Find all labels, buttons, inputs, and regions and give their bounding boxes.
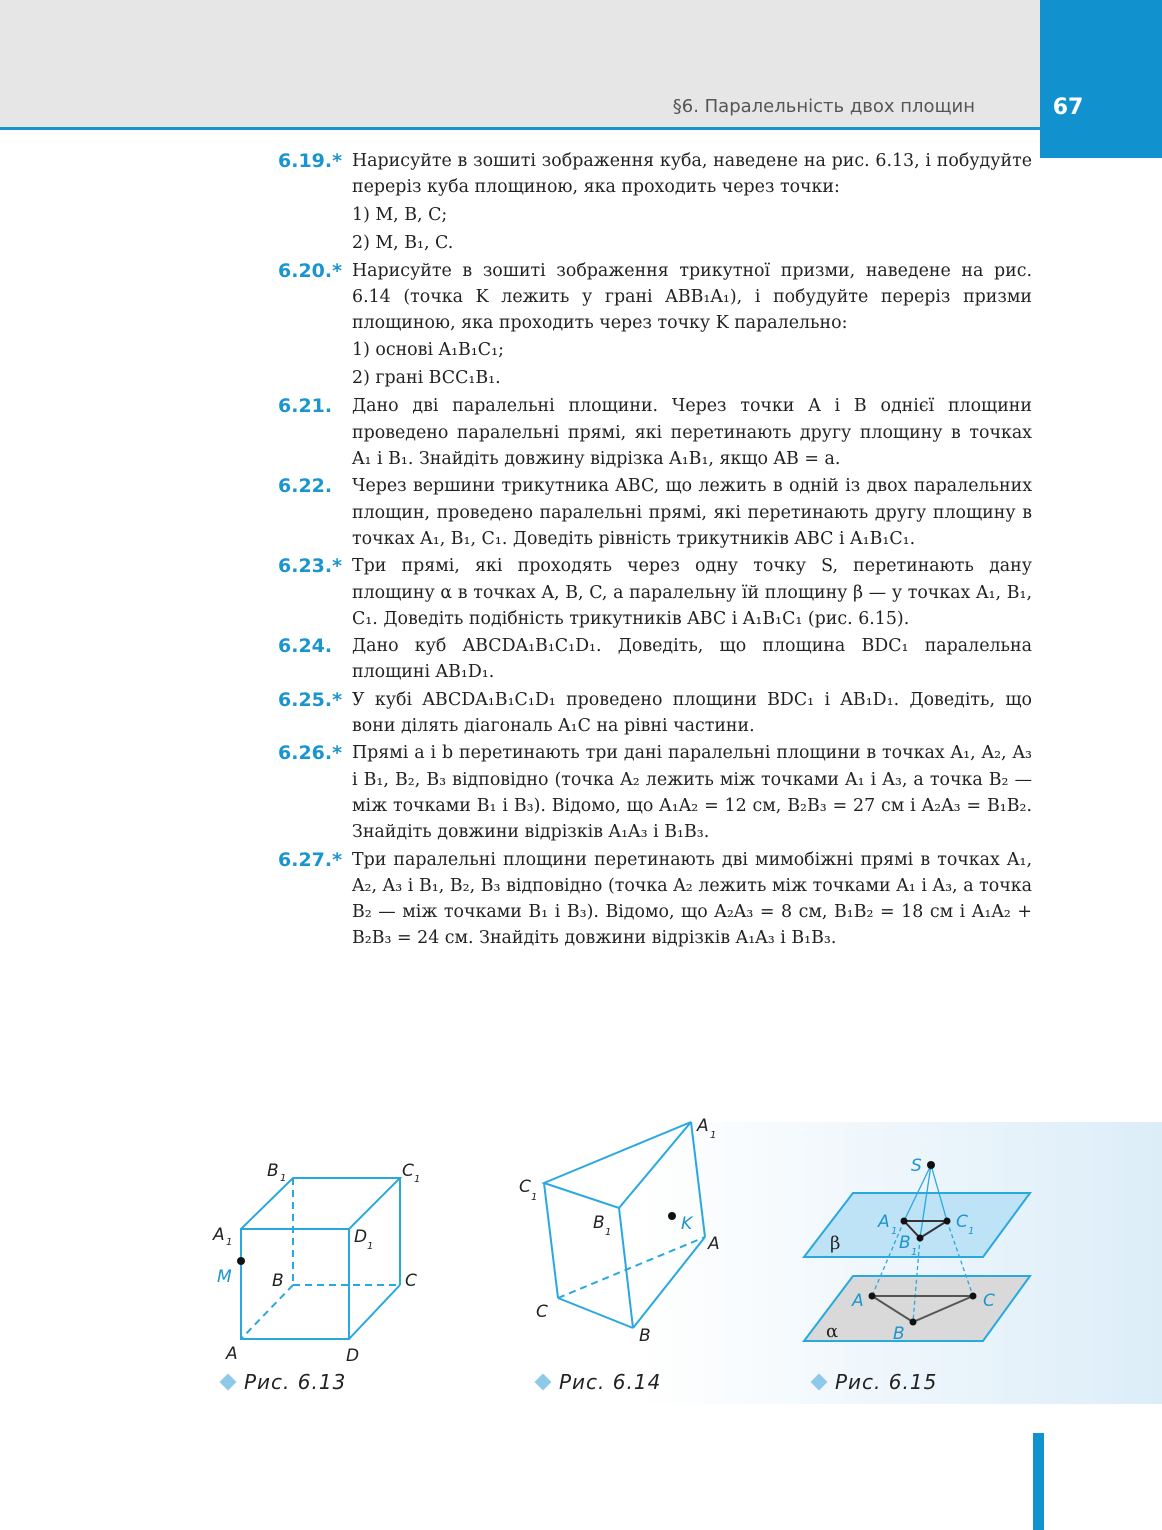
label-s: S [911,1156,922,1176]
problem-6-20 [278,258,1032,393]
figure-6-13-cube [241,1178,400,1339]
label-beta: β [830,1233,841,1254]
problem-list [0,148,1162,953]
label-alpha: α [826,1321,839,1342]
problem-text: Дано дві паралельні площини. Через точки A і B однієї площини проведено паралельні прямі, які перетинають другу площину в точках A₁ і B₁. Знайдіть довжину відрізка A₁B₁, якщо AB = a. [352,396,1032,470]
problem-number: 6.19.* [278,150,343,172]
label-sub: 1 [891,1226,898,1237]
label-a: A [852,1291,864,1311]
problem-number: 6.21. [278,395,333,418]
label-b: B [893,1324,905,1344]
problem-text: Нарисуйте в зошиті зображення куба, наведене на рис. 6.13, і побудуйте переріз куба площиною, яка проходить через точки: [352,151,1032,198]
page-edge-bar [1033,1433,1044,1530]
label-c1: C [956,1212,968,1232]
label-a: A [708,1234,720,1254]
label-d1: D [354,1227,368,1247]
caption-text: Рис. 6.15 [835,1370,938,1394]
label-a1: A [878,1212,890,1232]
label-a: A [226,1344,238,1364]
caption-fig-6-13 [222,1370,346,1394]
problem-6-21 [278,393,1032,472]
label-c1: C [519,1177,531,1197]
label-c: C [983,1291,995,1311]
label-b1: B [899,1233,911,1253]
page-number-tab [1040,0,1162,158]
label-sub: 1 [226,1237,233,1248]
problem-text: Дано куб ABCDA₁B₁C₁D₁. Доведіть, що площина BDC₁ паралельна площині AB₁D₁. [352,636,1032,683]
problem-number: 6.22. [278,475,333,498]
running-head: §6. Паралельність двох площин [672,96,975,117]
problem-number: 6.23.* [278,555,343,578]
label-sub: 1 [414,1174,421,1185]
label-sub: 1 [531,1192,538,1203]
caption-text: Рис. 6.14 [559,1370,662,1394]
figures-svg [0,1110,1162,1410]
problem-6-19 [278,148,1032,257]
problem-number: 6.20.* [278,259,343,282]
problem-text: Три прямі, які проходять через одну точку S, перетинають дану площину α в точках A, B, C, а паралельну їй площину β — у точках A₁, B₁, C₁. Доведіть подібність трикутників ABC і A₁B₁C₁ (рис. 6.15). [352,556,1032,629]
problem-text: Три паралельні площини перетинають дві мимобіжні прямі в точках A₁, A₂, A₃ і B₁, B₂, B₃ відповідно (точка A₂ лежить між точками A₁ і A₃, а точка B₂ — між точками B₁ і B₃). Відомо, що A₂A₃ = 8 см, B₁B₂ = 18 см і A₁A₂ + B₂B₃ = 24 см. Знайдіть довжини відрізків A₁A₃ і B₁B₃. [352,849,1032,949]
problem-number: 6.27.* [278,848,343,871]
label-a1: A [697,1116,709,1136]
label-c: C [405,1271,417,1291]
diamond-bullet-icon [535,1374,552,1391]
problem-6-24 [278,633,1032,686]
label-sub: 1 [911,1247,918,1258]
prism-top-face [544,1122,691,1208]
header-rule [0,127,1040,130]
problem-number: 6.26.* [278,742,343,765]
cube-bottom-right-edge [349,1285,400,1339]
diamond-bullet-icon [220,1374,237,1391]
problem-6-26 [278,740,1032,845]
point-k-dot [668,1212,676,1220]
problem-subitem: 1) основі A₁B₁C₁; [352,340,504,361]
diamond-bullet-icon [811,1374,828,1391]
label-b1: B [267,1161,279,1181]
problem-number: 6.25.* [278,688,343,711]
caption-text: Рис. 6.13 [244,1370,347,1394]
label-sub: 1 [605,1227,612,1238]
problem-6-23 [278,553,1032,632]
problem-text: У кубі ABCDA₁B₁C₁D₁ проведено площини BDC₁ і AB₁D₁. Доведіть, що вони ділять діагональ A₁C на рівні частини. [352,689,1032,737]
problem-6-25 [278,687,1032,740]
problem-subitem: 2) грані BCC₁B₁. [352,368,501,389]
label-c1: C [402,1161,414,1181]
label-b1: B [593,1213,605,1233]
label-k: K [681,1214,693,1234]
problem-text: Прямі a і b перетинають три дані паралельні площини в точках A₁, A₂, A₃ і B₁, B₂, B₃ відповідно (точка A₂ лежить між точками A₁ і A₃, а точка B₂ — між точками B₁ і B₃). Відомо, що A₁A₂ = 12 см, B₂B₃ = 27 см і A₂A₃ = B₁B₂. Знайдіть довжини відрізків A₁A₃ і B₁B₃. [352,743,1032,843]
problem-text: Через вершини трикутника ABC, що лежить в одній із двох паралельних площин, проведено паралельні прямі, які перетинають другу площину в точках A₁, B₁, C₁. Доведіть рівність трикутників ABC і A₁B₁C₁. [352,476,1032,549]
caption-fig-6-14 [537,1370,661,1394]
problem-subitem: 1) M, B, C; [352,204,448,225]
label-sub: 1 [710,1130,717,1141]
label-a1: A [213,1225,225,1245]
caption-fig-6-15 [813,1370,937,1394]
problem-number: 6.24. [278,635,333,658]
label-sub: 1 [968,1226,975,1237]
label-sub: 1 [280,1173,287,1184]
label-c: C [536,1302,548,1322]
problem-6-22 [278,473,1032,552]
label-b: B [272,1271,284,1291]
label-b: B [639,1326,651,1346]
problem-6-27 [278,847,1032,952]
problem-subitem: 2) M, B₁, C. [352,232,454,253]
label-sub: 1 [367,1241,374,1252]
label-m: M [217,1267,232,1287]
problem-text: Нарисуйте в зошиті зображення трикутної призми, наведене на рис. 6.14 (точка K лежить у грані ABB₁A₁), і побудуйте переріз призми площиною, яка проходить через точку K паралельно: [352,260,1032,334]
point-m-dot [237,1257,245,1265]
page-number: 67 [1052,95,1084,120]
prism-hidden-edge [558,1237,705,1298]
label-d: D [346,1346,360,1366]
cube-top-edges [241,1178,400,1229]
